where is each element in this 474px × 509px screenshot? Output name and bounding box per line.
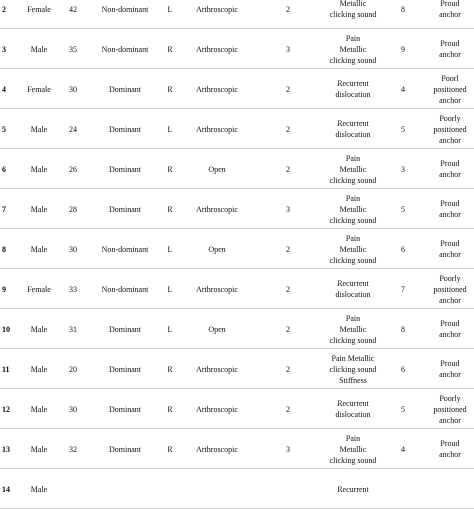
age-cell: 30: [69, 244, 77, 254]
anchors-cell: 2: [286, 404, 290, 414]
complaint-cell: Pain Metallic clicking sound: [329, 33, 377, 65]
table-row: [0, 230, 474, 269]
side-cell: L: [167, 324, 173, 334]
time-cell: 6: [401, 244, 405, 254]
table-row: [0, 390, 474, 429]
side-cell: R: [167, 204, 173, 214]
age-cell: 32: [69, 444, 77, 454]
finding-cell: Proud anchor: [439, 359, 461, 379]
time-cell: 5: [401, 124, 405, 134]
complaint-cell: Metallic clicking sound: [329, 0, 377, 19]
anchors-cell: 2: [286, 364, 290, 374]
side-cell: R: [167, 84, 173, 94]
finding-cell: Poorly positioned anchor: [433, 113, 467, 145]
finding-cell: Poorly positioned anchor: [433, 393, 467, 425]
procedure-cell: Arthroscopic: [196, 124, 238, 134]
time-cell: 8: [401, 4, 405, 14]
dominance-cell: [88, 470, 162, 508]
age-cell: 28: [69, 204, 77, 214]
age-cell: 20: [69, 364, 77, 374]
patient-number-cell: 14: [2, 484, 10, 494]
side-cell: R: [167, 164, 173, 174]
patient-number-cell: 3: [2, 44, 6, 54]
dominance-cell: Non-dominant: [101, 4, 149, 14]
time-cell: 4: [401, 84, 405, 94]
dominance-cell: Dominant: [109, 124, 141, 134]
complaint-cell: Recurrent dislocation: [335, 399, 371, 419]
sex-cell: Female: [27, 4, 51, 14]
side-cell: [160, 470, 180, 508]
procedure-cell: Open: [208, 324, 226, 334]
age-cell: 30: [69, 404, 77, 414]
finding-cell: Proud anchor: [439, 319, 461, 339]
complaint-cell: Recurrent dislocation: [335, 119, 371, 139]
anchors-cell: [268, 470, 308, 508]
dominance-cell: Non-dominant: [101, 44, 149, 54]
anchors-cell: 2: [286, 164, 290, 174]
table-row: [0, 310, 474, 349]
patient-number-cell: 9: [2, 284, 6, 294]
complaint-cell: Pain Metallic clicking sound: [329, 193, 377, 225]
time-cell: 8: [401, 324, 405, 334]
side-cell: R: [167, 364, 173, 374]
sex-cell: Male: [30, 404, 48, 414]
sex-cell: Male: [30, 484, 48, 494]
age-cell: 33: [69, 284, 77, 294]
patient-number-cell: 11: [2, 364, 10, 374]
age-cell: 31: [69, 324, 77, 334]
complaint-cell: Recurrent dislocation: [335, 279, 371, 299]
finding-cell: Proud anchor: [439, 439, 461, 459]
complaint-cell: Recurrent: [337, 484, 369, 494]
complaint-cell: Pain Metallic clicking sound: [329, 153, 377, 185]
anchors-cell: 2: [286, 84, 290, 94]
finding-cell: Proud anchor: [439, 39, 461, 59]
complaint-cell: Pain Metallic clicking sound: [329, 233, 377, 265]
dominance-cell: Non-dominant: [101, 284, 149, 294]
procedure-cell: Arthroscopic: [196, 284, 238, 294]
time-cell: 7: [401, 284, 405, 294]
dominance-cell: Non-dominant: [101, 244, 149, 254]
finding-cell: Poorly positioned anchor: [433, 273, 467, 305]
procedure-cell: Open: [208, 164, 226, 174]
sex-cell: Male: [30, 444, 48, 454]
side-cell: L: [167, 244, 173, 254]
time-cell: 5: [401, 204, 405, 214]
finding-cell: Proud anchor: [439, 239, 461, 259]
time-cell: 6: [401, 364, 405, 374]
dominance-cell: Dominant: [109, 84, 141, 94]
patient-number-cell: 8: [2, 244, 6, 254]
sex-cell: Male: [30, 364, 48, 374]
age-cell: 35: [69, 44, 77, 54]
time-cell: 9: [401, 44, 405, 54]
complaint-cell: Pain Metallic clicking sound: [329, 433, 377, 465]
anchors-cell: 3: [286, 204, 290, 214]
sex-cell: Male: [30, 44, 48, 54]
finding-cell: Proud anchor: [439, 159, 461, 179]
patient-number-cell: 4: [2, 84, 6, 94]
time-cell: 3: [401, 164, 405, 174]
complaint-cell: Pain Metallic clicking sound Stiffness: [329, 353, 377, 385]
age-cell: 42: [69, 4, 77, 14]
anchors-cell: 2: [286, 324, 290, 334]
dominance-cell: Dominant: [109, 404, 141, 414]
dominance-cell: Dominant: [109, 444, 141, 454]
patient-number-cell: 7: [2, 204, 6, 214]
complaint-cell: Pain Metallic clicking sound: [329, 313, 377, 345]
time-cell: 5: [401, 404, 405, 414]
time-cell: 4: [401, 444, 405, 454]
procedure-cell: [182, 470, 252, 508]
anchors-cell: 2: [286, 4, 290, 14]
anchors-cell: 3: [286, 444, 290, 454]
age-cell: 30: [69, 84, 77, 94]
complaint-cell: Recurrent dislocation: [335, 79, 371, 99]
patient-number-cell: 5: [2, 124, 6, 134]
sex-cell: Male: [30, 164, 48, 174]
side-cell: L: [167, 124, 173, 134]
table-row: [0, 70, 474, 109]
dominance-cell: Dominant: [109, 324, 141, 334]
sex-cell: Female: [27, 84, 51, 94]
side-cell: R: [167, 44, 173, 54]
sex-cell: Male: [30, 124, 48, 134]
anchors-cell: 3: [286, 44, 290, 54]
procedure-cell: Arthroscopic: [196, 204, 238, 214]
procedure-cell: Arthroscopic: [196, 84, 238, 94]
procedure-cell: Arthroscopic: [196, 444, 238, 454]
finding-cell: [424, 470, 474, 508]
side-cell: L: [167, 284, 173, 294]
finding-cell: Proud anchor: [439, 0, 461, 19]
table-row: [0, 0, 474, 29]
patient-number-cell: 13: [2, 444, 10, 454]
age-cell: 26: [69, 164, 77, 174]
patient-number-cell: 6: [2, 164, 6, 174]
table-row: [0, 30, 474, 69]
sex-cell: Female: [27, 284, 51, 294]
patient-number-cell: 12: [2, 404, 10, 414]
procedure-cell: Arthroscopic: [196, 4, 238, 14]
table-row: [0, 350, 474, 389]
age-cell: 24: [69, 124, 77, 134]
age-cell: [58, 470, 88, 508]
finding-cell: Proud anchor: [439, 199, 461, 219]
sex-cell: Male: [30, 244, 48, 254]
procedure-cell: Arthroscopic: [196, 44, 238, 54]
side-cell: R: [167, 404, 173, 414]
table-row: [0, 470, 474, 509]
procedure-cell: Arthroscopic: [196, 364, 238, 374]
anchors-cell: 2: [286, 244, 290, 254]
table-row: [0, 430, 474, 469]
sex-cell: Male: [30, 324, 48, 334]
procedure-cell: Arthroscopic: [196, 404, 238, 414]
patient-number-cell: 2: [2, 4, 6, 14]
procedure-cell: Open: [208, 244, 226, 254]
sex-cell: Male: [30, 204, 48, 214]
side-cell: L: [167, 4, 173, 14]
dominance-cell: Dominant: [109, 364, 141, 374]
dominance-cell: Dominant: [109, 164, 141, 174]
side-cell: R: [167, 444, 173, 454]
table-row: [0, 150, 474, 189]
dominance-cell: Dominant: [109, 204, 141, 214]
table-row: [0, 110, 474, 149]
anchors-cell: 2: [286, 124, 290, 134]
table-row: [0, 190, 474, 229]
anchors-cell: 2: [286, 284, 290, 294]
time-cell: [392, 470, 414, 508]
table-row: [0, 270, 474, 309]
finding-cell: Poorl positioned anchor: [433, 73, 467, 105]
patient-number-cell: 10: [2, 324, 10, 334]
